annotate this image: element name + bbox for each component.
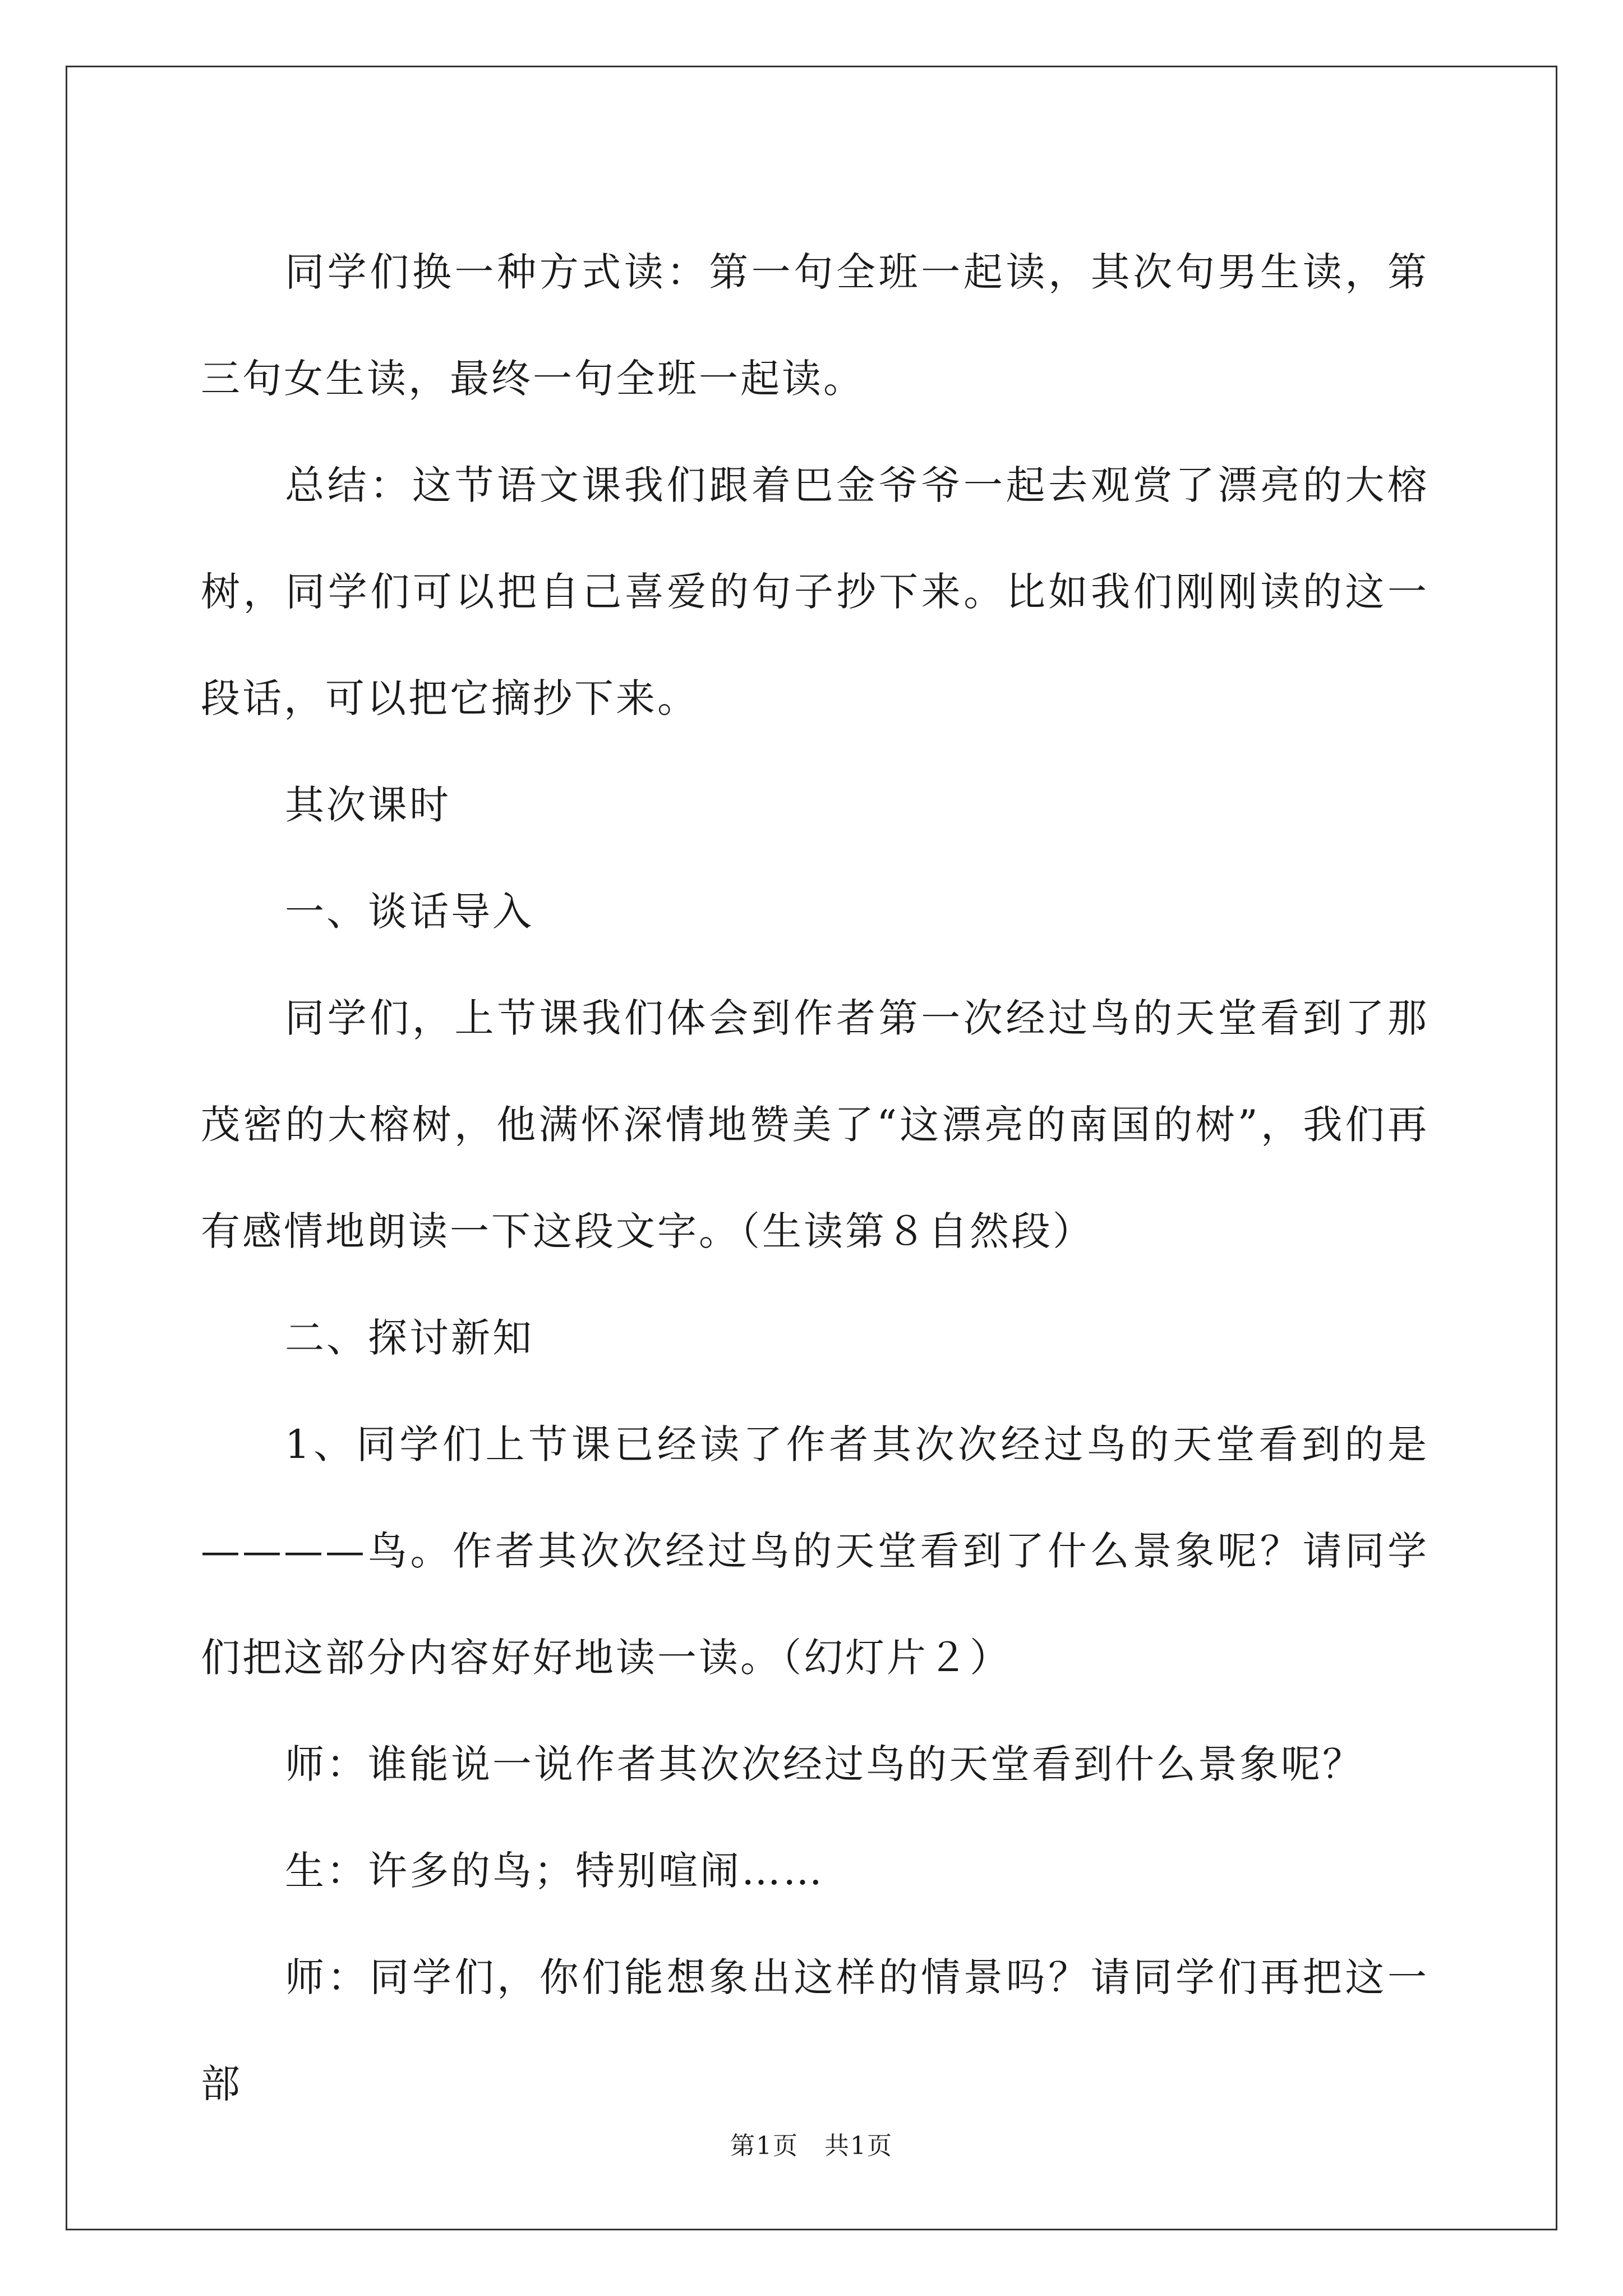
paragraph-reading-method: 同学们换一种方式读：第一句全班一起读，其次句男生读，第三句女生读，最终一句全班一起读。 [201,249,1429,402]
paragraph-explore-1: 1、同学们上节课已经读了作者其次次经过鸟的天堂看到的是————鸟。作者其次次经过鸟的天堂看到了什么景象呢？请同学们把这部分内容好好地读一读。（幻灯片２） [201,1421,1429,1681]
heading-explore: 二、探讨新知 [285,1315,534,1361]
heading-second-lesson: 其次课时 [285,782,451,828]
document-body [201,219,1429,2137]
paragraph-student-answer: 生：许多的鸟；特别喧闹…… [285,1848,824,1894]
paragraph-summary: 总结：这节语文课我们跟着巴金爷爷一起去观赏了漂亮的大榕树，同学们可以把自己喜爱的句子抄下来。比如我们刚刚读的这一段话，可以把它摘抄下来。 [201,462,1429,721]
paragraph-teacher-prompt: 师：同学们，你们能想象出这样的情景吗？请同学们再把这一部 [201,1954,1429,2107]
page-footer: 第1页 共1页 [730,2132,893,2160]
paragraph-teacher-question: 师：谁能说一说作者其次次经过鸟的天堂看到什么景象呢？ [285,1741,1364,1787]
heading-introduction: 一、谈话导入 [285,889,534,935]
paragraph-introduction: 同学们，上节课我们体会到作者第一次经过鸟的天堂看到了那茂密的大榕树，他满怀深情地赞美了“这漂亮的南国的树”，我们再有感情地朗读一下这段文字。（生读第８自然段） [201,995,1429,1254]
